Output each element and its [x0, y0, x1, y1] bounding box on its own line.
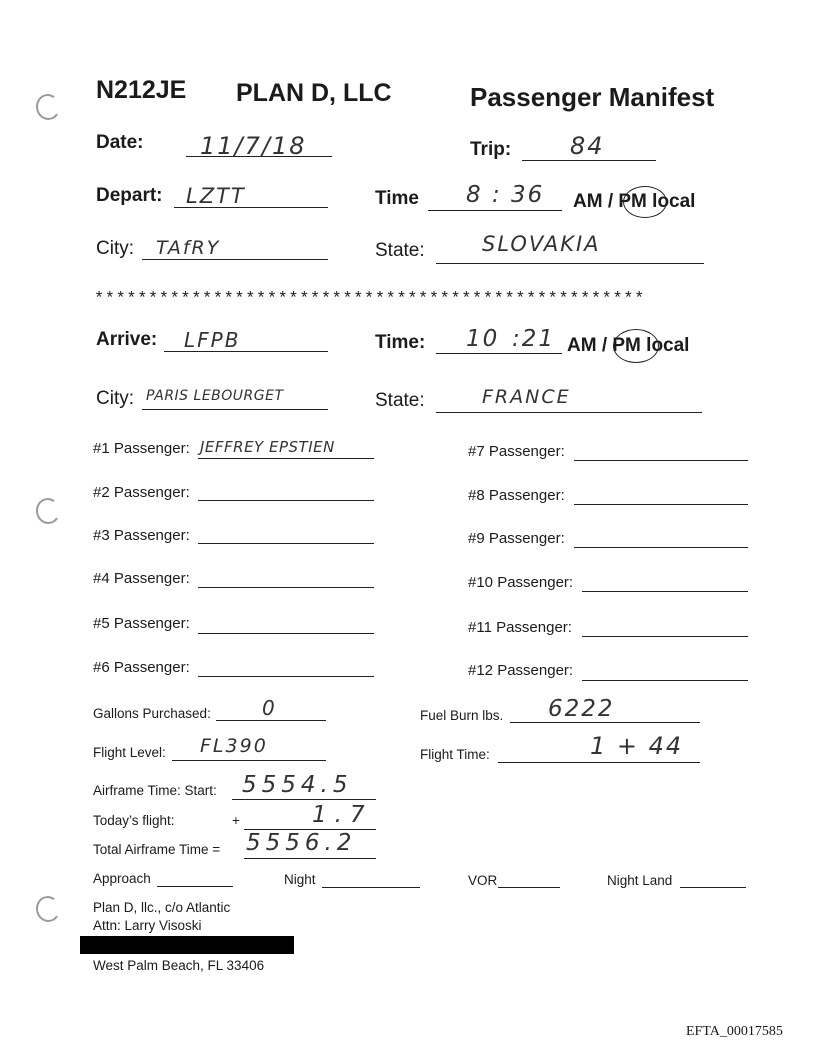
arrive-time-line: [436, 353, 562, 354]
passenger-9-label: #9 Passenger:: [468, 530, 565, 547]
passenger-4-line: [198, 587, 374, 588]
night-line: [322, 887, 420, 888]
binder-hole-1: [34, 92, 62, 122]
night-land-label: Night Land: [607, 873, 673, 888]
document-id: EFTA_00017585: [686, 1024, 783, 1039]
total-airframe-label: Total Airframe Time =: [93, 842, 221, 857]
arrive-city-label: City:: [96, 388, 134, 409]
arrive-time-hour: 10: [466, 326, 500, 352]
arrive-pm-circle: [613, 329, 659, 363]
passenger-12-label: #12 Passenger:: [468, 662, 574, 679]
passenger-3-line: [198, 543, 374, 544]
passenger-2-line: [198, 500, 374, 501]
trip-label: Trip:: [470, 139, 512, 160]
todays-flight-value: 1.7: [312, 802, 373, 828]
depart-city-value: TAfRY: [156, 237, 221, 259]
passenger-9-line: [574, 547, 748, 548]
company-name: PLAN D, LLC: [236, 79, 392, 107]
flight-time-line: [498, 762, 700, 763]
passenger-1-value: JEFFREY EPSTIEN: [200, 438, 335, 456]
binder-hole-3: [34, 894, 62, 924]
depart-city-line: [142, 259, 328, 260]
arrive-value: LFPB: [184, 328, 241, 352]
night-label: Night: [284, 872, 316, 887]
fuel-burn-label: Fuel Burn lbs.: [420, 708, 504, 723]
section-separator: ***************************************************: [94, 290, 645, 309]
date-label: Date:: [96, 132, 144, 153]
flight-level-value: FL390: [200, 735, 268, 757]
passenger-11-line: [582, 636, 748, 637]
approach-line: [157, 886, 233, 887]
approach-label: Approach: [93, 871, 151, 886]
airframe-start-value: 5554.5: [242, 772, 353, 798]
arrive-city-value: PARIS LEBOURGET: [146, 388, 284, 404]
passenger-10-label: #10 Passenger:: [468, 574, 574, 591]
passenger-5-label: #5 Passenger:: [93, 615, 190, 632]
gallons-line: [216, 720, 326, 721]
passenger-7-label: #7 Passenger:: [468, 443, 565, 460]
arrive-state-line: [436, 412, 702, 413]
arrive-city-line: [142, 409, 328, 410]
depart-label: Depart:: [96, 185, 163, 206]
depart-time-line: [428, 210, 562, 211]
depart-state-label: State:: [375, 240, 425, 261]
todays-flight-label: Today’s flight:: [93, 813, 175, 828]
passenger-3-label: #3 Passenger:: [93, 527, 190, 544]
address-line-2: Attn: Larry Visoski: [93, 918, 202, 933]
arrive-state-label: State:: [375, 390, 425, 411]
depart-state-line: [436, 263, 704, 264]
flight-time-value: 1 + 44: [590, 732, 684, 760]
passenger-2-label: #2 Passenger:: [93, 484, 190, 501]
airframe-start-line: [232, 799, 376, 800]
arrive-state-value: FRANCE: [482, 386, 571, 408]
flight-time-label: Flight Time:: [420, 747, 490, 762]
night-land-line: [680, 887, 746, 888]
passenger-1-label: #1 Passenger:: [93, 440, 190, 457]
plus-sign: +: [232, 813, 240, 828]
gallons-value: 0: [262, 696, 277, 720]
depart-time-value: 8 : 36: [466, 182, 545, 208]
arrive-ampm-local: AM / PM local: [567, 335, 690, 356]
trip-field-line: [522, 160, 656, 161]
redaction-bar: [80, 936, 294, 954]
address-line-1: Plan D, llc., c/o Atlantic: [93, 900, 231, 915]
depart-time-label: Time: [375, 188, 420, 209]
tail-number: N212JE: [96, 76, 187, 104]
fuel-burn-line: [510, 722, 700, 723]
passenger-6-label: #6 Passenger:: [93, 659, 190, 676]
depart-ampm-local: AM / PM local: [573, 191, 696, 212]
passenger-4-label: #4 Passenger:: [93, 570, 190, 587]
depart-pm-circle: [623, 186, 667, 218]
depart-value: LZTT: [186, 184, 246, 208]
trip-value: 84: [570, 132, 605, 160]
passenger-11-label: #11 Passenger:: [468, 619, 572, 636]
binder-hole-2: [34, 496, 62, 526]
total-airframe-value: 5556.2: [246, 830, 357, 856]
airframe-start-label: Airframe Time: Start:: [93, 783, 217, 798]
depart-state-value: SLOVAKIA: [482, 232, 601, 256]
passenger-6-line: [198, 676, 374, 677]
vor-line: [498, 887, 560, 888]
arrive-label: Arrive:: [96, 329, 158, 350]
total-airframe-line: [244, 858, 376, 859]
depart-city-label: City:: [96, 238, 134, 259]
address-line-3: West Palm Beach, FL 33406: [93, 958, 265, 973]
passenger-5-line: [198, 633, 374, 634]
flight-level-line: [172, 760, 326, 761]
arrive-time-label: Time:: [375, 332, 426, 353]
passenger-8-label: #8 Passenger:: [468, 487, 565, 504]
gallons-label: Gallons Purchased:: [93, 706, 211, 721]
vor-label: VOR: [468, 873, 498, 888]
passenger-8-line: [574, 504, 748, 505]
passenger-10-line: [582, 591, 748, 592]
passenger-1-line: [198, 458, 374, 459]
date-value: 11/7/18: [200, 132, 307, 160]
passenger-12-line: [582, 680, 748, 681]
flight-level-label: Flight Level:: [93, 745, 166, 760]
fuel-burn-value: 6222: [548, 696, 615, 722]
arrive-time-minute: :21: [512, 326, 556, 352]
document-title: Passenger Manifest: [470, 82, 715, 112]
passenger-7-line: [574, 460, 748, 461]
